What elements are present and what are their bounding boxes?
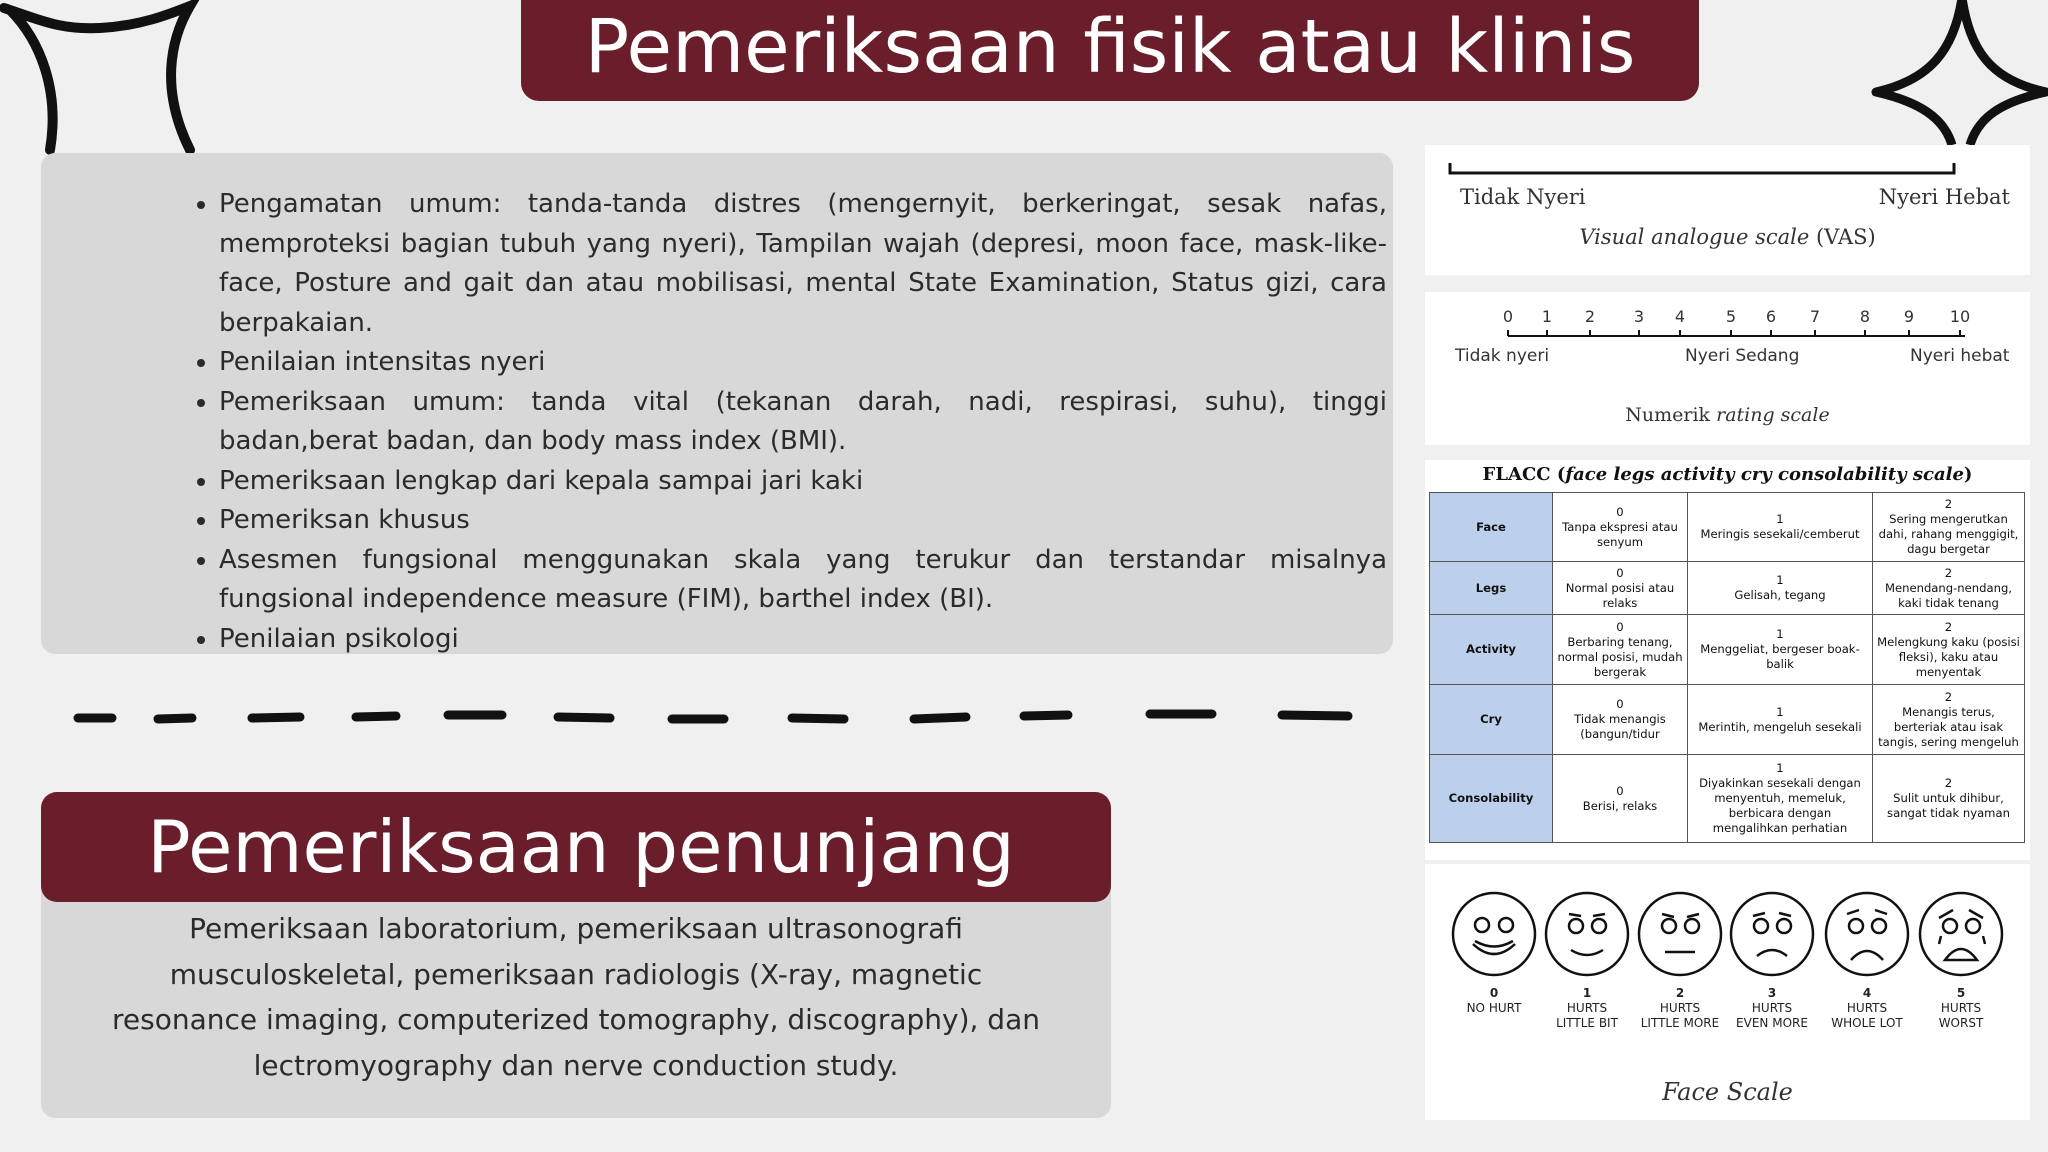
flacc-desc: Menggeliat, bergeser boak-balik (1700, 642, 1860, 671)
flacc-row-label: Cry (1430, 685, 1553, 755)
nrs-tick-label: 5 (1725, 307, 1737, 326)
dashed-divider (70, 700, 1360, 740)
nrs-tick-label: 0 (1502, 307, 1514, 326)
flacc-desc: Gelisah, tegang (1734, 588, 1826, 602)
flacc-title-a: FLACC ( (1482, 464, 1566, 485)
face-label-3 (1727, 986, 1817, 1031)
face-label-line: HURTS (1659, 1001, 1701, 1015)
flacc-title (1425, 464, 2030, 485)
flacc-row-label: Legs (1430, 562, 1553, 615)
flacc-score: 0 (1616, 565, 1624, 580)
support-title: Pemeriksaan penunjang (147, 805, 1015, 889)
nrs-right-label: Nyeri hebat (1910, 346, 2010, 366)
vas-line (1425, 145, 2030, 185)
table-row (1430, 615, 2025, 685)
flacc-desc: Melengkung kaku (posisi fleksi), kaku atau menyentak (1877, 634, 2020, 679)
flacc-cell (1873, 755, 2025, 843)
face-label-line: 4 (1862, 986, 1872, 1000)
flacc-desc: Sering mengerutkan dahi, rahang menggigit, dagu bergetar (1878, 512, 2019, 556)
flacc-desc: Tanpa ekspresi atau senyum (1562, 519, 1678, 549)
flacc-cell (1688, 562, 1873, 615)
flacc-score: 0 (1616, 783, 1624, 798)
face-label-5 (1916, 986, 2006, 1031)
page-title: Pemeriksaan fisik atau klinis (584, 3, 1636, 90)
face-2-icon (1639, 893, 1721, 975)
flacc-score: 1 (1776, 573, 1784, 587)
flacc-row-label: Face (1430, 493, 1553, 562)
vas-caption (1425, 225, 2030, 249)
flacc-cell (1873, 493, 2025, 562)
flacc-desc: Menendang-nendang, kaki tidak tenang (1884, 580, 2012, 610)
vas-caption-name: Visual analogue scale (1579, 225, 1810, 249)
table-row (1430, 562, 2025, 615)
nrs-caption (1425, 404, 2030, 426)
face-5-icon (1920, 893, 2002, 975)
table-row (1430, 755, 2025, 843)
face-label-line: LITTLE MORE (1640, 1016, 1720, 1030)
list-item: • Asesmen fungsional menggunakan skala yang terukur dan terstandar misalnya fungsional independence measure (FIM), barthel index (BI). (219, 541, 1387, 620)
nrs-left-label: Tidak nyeri (1455, 346, 1550, 366)
flacc-row-label: Consolability (1430, 755, 1553, 843)
face-scale-caption (1425, 1078, 2030, 1106)
face-label-line: 0 (1489, 986, 1499, 1000)
flacc-desc: Berbaring tenang, normal posisi, mudah bergerak (1557, 634, 1683, 679)
face-1-icon (1546, 893, 1628, 975)
flacc-cell (1688, 615, 1873, 685)
nrs-axis (1425, 292, 2030, 342)
table-row (1430, 493, 2025, 562)
page-title-banner (521, 0, 1699, 101)
face-scale-panel (1425, 864, 2030, 1120)
list-item: • Pengamatan umum: tanda-tanda distres (mengernyit, berkeringat, sesak nafas, memproteksi bagian tubuh yang nyeri), Tampilan wajah (depresi, moon face, mask-like-face, Posture and gait dan atau mobilisasi, mental State Examination, Status gizi, cara berpakaian. (219, 185, 1387, 343)
flacc-score: 2 (1944, 497, 1953, 511)
flacc-title-b: face legs activity cry consolability scale (1565, 464, 1964, 485)
face-label-line: HURTS (1566, 1001, 1608, 1015)
face-label-line: HURTS (1846, 1001, 1888, 1015)
flacc-table (1429, 492, 2025, 843)
flacc-cell (1688, 755, 1873, 843)
flacc-cell (1873, 562, 2025, 615)
face-scale-faces (1425, 864, 2030, 984)
vas-right-label: Nyeri Hebat (1878, 185, 2010, 209)
list-item: • Penilaian psikologi (219, 620, 1387, 660)
flacc-score: 1 (1776, 761, 1784, 775)
flacc-desc: Menangis terus, berteriak atau isak tangis, sering mengeluh (1878, 704, 2019, 749)
flacc-score: 2 (1944, 619, 1953, 634)
flacc-title-c: ) (1963, 464, 1973, 485)
table-row (1430, 685, 2025, 755)
flacc-score: 1 (1776, 704, 1784, 719)
flacc-score: 2 (1944, 565, 1953, 580)
nrs-tick-label: 3 (1633, 307, 1645, 326)
flacc-score: 1 (1776, 627, 1784, 641)
clinical-exam-card (41, 153, 1393, 654)
flacc-score: 1 (1776, 512, 1784, 526)
face-label-line: 2 (1675, 986, 1685, 1000)
vas-panel (1425, 145, 2030, 275)
flacc-score: 2 (1944, 689, 1953, 704)
flacc-score: 0 (1616, 697, 1624, 711)
nrs-tick-label: 7 (1809, 307, 1821, 326)
nrs-tick-label: 1 (1541, 307, 1553, 326)
list-item: • Penilaian intensitas nyeri (219, 343, 1387, 383)
face-label-1 (1542, 986, 1632, 1031)
flacc-row-label: Activity (1430, 615, 1553, 685)
support-title-banner (41, 792, 1111, 902)
nrs-caption-a: Numerik (1625, 404, 1711, 426)
vas-caption-abbr: (VAS) (1815, 225, 1876, 249)
flacc-cell (1553, 615, 1688, 685)
flacc-desc: Tidak menangis (bangun/tidur (1574, 712, 1666, 741)
sparkle-icon (1870, 0, 2048, 145)
nrs-tick-label: 6 (1765, 307, 1777, 326)
flacc-score: 0 (1616, 504, 1624, 519)
face-label-line: 1 (1582, 986, 1592, 1000)
flacc-desc: Meringis sesekali/cemberut (1700, 527, 1860, 541)
flacc-score: 0 (1616, 619, 1624, 634)
flacc-cell (1688, 493, 1873, 562)
face-label-line: 3 (1767, 986, 1777, 1000)
face-label-line: EVEN MORE (1736, 1016, 1808, 1030)
flacc-cell (1688, 685, 1873, 755)
nrs-caption-b: rating scale (1716, 404, 1830, 426)
face-3-icon (1731, 893, 1813, 975)
face-label-line: 5 (1956, 986, 1966, 1000)
face-label-line: HURTS (1751, 1001, 1793, 1015)
flacc-cell (1873, 615, 2025, 685)
list-item: • Pemeriksaan umum: tanda vital (tekanan darah, nadi, respirasi, suhu), tinggi badan,berat badan, dan body mass index (BMI). (219, 383, 1387, 462)
flacc-cell (1553, 562, 1688, 615)
list-item: • Pemeriksan khusus (219, 501, 1387, 541)
list-item: • Pemeriksaan lengkap dari kepala sampai jari kaki (219, 462, 1387, 502)
flacc-cell (1553, 493, 1688, 562)
nrs-tick-label: 9 (1903, 307, 1915, 326)
face-0-icon (1453, 893, 1535, 975)
flacc-desc: Merintih, mengeluh sesekali (1698, 719, 1862, 734)
support-body: Pemeriksaan laboratorium, pemeriksaan ultrasonografi musculoskeletal, pemeriksaan radiologis (X-ray, magnetic resonance imaging, computerized tomography, discography), dan lectromyography dan nerve conduction study. (112, 912, 1040, 1082)
nrs-tick-label: 2 (1584, 307, 1596, 326)
flacc-cell (1553, 755, 1688, 843)
flacc-desc: Normal posisi atau relaks (1565, 580, 1675, 610)
flacc-desc: Sulit untuk dihibur, sangat tidak nyaman (1887, 791, 2010, 820)
clinical-exam-list (178, 185, 1387, 659)
face-label-line: NO HURT (1466, 1001, 1522, 1015)
face-label-line: LITTLE BIT (1556, 1016, 1618, 1030)
face-label-line: HURTS (1940, 1001, 1982, 1015)
flacc-cell (1873, 685, 2025, 755)
support-card (41, 880, 1111, 1118)
nrs-mid-label: Nyeri Sedang (1685, 346, 1800, 366)
face-label-line: WORST (1938, 1016, 1984, 1030)
flacc-score: 2 (1944, 776, 1953, 790)
nrs-tick-label: 10 (1949, 307, 1971, 326)
face-label-2 (1635, 986, 1725, 1031)
nrs-tick-label: 4 (1674, 307, 1686, 326)
flacc-desc: Diyakinkan sesekali dengan menyentuh, memeluk, berbicara dengan mengalihkan perhatian (1699, 776, 1861, 835)
nrs-tick-label: 8 (1859, 307, 1871, 326)
face-label-4 (1822, 986, 1912, 1031)
face-scale-caption-text: Face Scale (1662, 1078, 1793, 1106)
face-label-0 (1449, 986, 1539, 1016)
face-4-icon (1826, 893, 1908, 975)
flacc-desc: Berisi, relaks (1582, 798, 1658, 813)
vas-left-label: Tidak Nyeri (1460, 185, 1586, 209)
nrs-panel (1425, 292, 2030, 445)
flacc-cell (1553, 685, 1688, 755)
flacc-panel (1425, 460, 2030, 860)
face-label-line: WHOLE LOT (1831, 1016, 1903, 1030)
